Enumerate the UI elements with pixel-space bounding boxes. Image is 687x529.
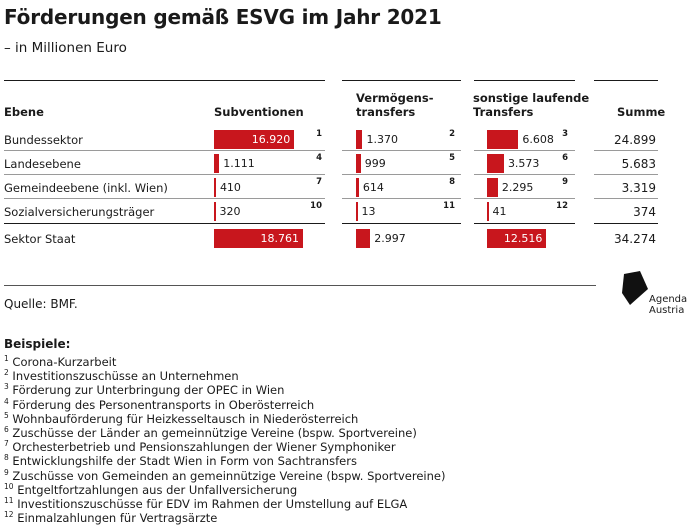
data-label-son: 6.608 (522, 133, 554, 146)
bar-ver (356, 154, 361, 173)
row-sum: 374 (633, 205, 656, 219)
bar-sub (214, 202, 216, 221)
footnote-marker: 7 (316, 177, 322, 187)
footnote-marker: 8 (449, 177, 455, 187)
header-ebene: Ebene (4, 105, 44, 119)
example-text: Entwicklungshilfe der Stadt Wien in Form von Sachtransfers (8, 454, 357, 469)
row-label: Bundessektor (4, 133, 83, 147)
chart-title: Förderungen gemäß ESVG im Jahr 2021 (4, 5, 442, 29)
row-separator (342, 174, 461, 175)
row-separator (594, 223, 658, 224)
row-label: Landesebene (4, 157, 81, 171)
footnote-marker: 2 (449, 129, 455, 139)
header-summe: Summe (617, 105, 666, 119)
header-subventionen: Subventionen (214, 105, 304, 119)
row-sum: 3.319 (621, 181, 656, 195)
row-separator (4, 198, 325, 199)
example-item (4, 398, 314, 412)
row-separator (342, 198, 461, 199)
example-text: Zuschüsse von Gemeinden an gemeinnützige Vereine (bspw. Sportvereine) (8, 468, 446, 483)
example-text: Zuschüsse der Länder an gemeinnützige Vereine (bspw. Sportvereine) (8, 426, 417, 440)
bar-son (487, 130, 518, 149)
data-label-son: 12.516 (503, 232, 543, 245)
bar-ver (356, 229, 370, 248)
example-text: Förderung zur Unterbringung der OPEC in Wien (8, 383, 285, 398)
top-rule-col2 (342, 80, 461, 81)
example-text: Entgeltfortzahlungen aus der Unfallversicherung (13, 482, 298, 497)
data-label-sub: 410 (219, 181, 241, 194)
footnote-marker: 4 (316, 153, 322, 163)
data-label-ver: 2.997 (374, 232, 406, 245)
row-sum: 5.683 (621, 157, 656, 171)
bar-son (487, 154, 504, 173)
bar-sub (214, 154, 219, 173)
bar-son (487, 178, 498, 197)
top-rule-col1 (4, 80, 325, 81)
row-separator (342, 150, 461, 151)
example-text: Förderung des Personentransports in Oberösterreich (8, 397, 315, 412)
row-label: Sozialversicherungsträger (4, 205, 155, 219)
bar-sub (214, 178, 216, 197)
row-sum: 24.899 (614, 133, 656, 147)
data-label-sub: 320 (219, 205, 241, 218)
example-item (4, 355, 116, 369)
header-sonstige-line2: Transfers (473, 105, 534, 119)
example-item (4, 454, 357, 468)
source-note: Quelle: BMF. (4, 297, 78, 311)
footnote-marker: 12 (556, 201, 568, 211)
data-label-ver: 13 (361, 205, 376, 218)
data-label-sub: 1.111 (223, 157, 255, 170)
example-number: 1 (4, 354, 9, 363)
data-label-ver: 1.370 (366, 133, 398, 146)
example-text: Investitionszuschüsse für EDV im Rahmen der Umstellung auf ELGA (13, 497, 408, 511)
bar-son (487, 202, 489, 221)
example-number: 12 (4, 510, 14, 520)
footnote-marker: 1 (316, 129, 322, 139)
example-text: Orchesterbetrieb und Pensionszahlungen der Wiener Symphoniker (8, 440, 396, 455)
examples-title: Beispiele: (4, 337, 71, 351)
logo-line1: Agenda (649, 294, 687, 305)
footnote-marker: 6 (562, 153, 568, 163)
footnote-marker: 9 (562, 177, 568, 187)
example-item (4, 412, 358, 426)
logo-line2: Austria (649, 305, 685, 316)
example-number: 8 (4, 453, 9, 463)
row-sum: 34.274 (614, 232, 656, 246)
data-label-son: 41 (492, 205, 507, 218)
header-sonstige-line1: sonstige laufende (473, 91, 590, 105)
row-separator (474, 198, 575, 199)
example-number: 5 (4, 410, 9, 420)
data-label-sub: 18.761 (260, 232, 299, 245)
example-item (4, 440, 396, 454)
example-number: 9 (4, 467, 9, 477)
bar-ver (356, 130, 362, 149)
example-item (4, 426, 417, 440)
example-text: Wohnbauförderung für Heizkesseltausch in Niederösterreich (8, 411, 359, 426)
example-text: Corona-Kurzarbeit (8, 355, 117, 369)
top-rule-col3 (474, 80, 575, 81)
row-separator (474, 150, 575, 151)
footer-rule (4, 285, 596, 286)
example-item (4, 369, 239, 383)
row-separator (342, 223, 461, 224)
footnote-marker: 5 (449, 153, 455, 163)
row-separator (474, 174, 575, 175)
example-item (4, 497, 407, 511)
footnote-marker: 11 (443, 201, 455, 211)
row-separator (4, 223, 325, 224)
footnote-marker: 10 (310, 201, 322, 211)
bar-ver (356, 202, 358, 221)
logo-shape-icon (620, 271, 650, 305)
example-item (4, 383, 284, 397)
example-number: 11 (4, 496, 14, 505)
agenda-austria-logo (620, 271, 650, 309)
header-vermoegenstransfers (356, 91, 433, 119)
header-vermoegen-line2: transfers (356, 105, 416, 119)
row-separator (474, 223, 575, 224)
row-separator (594, 150, 658, 151)
top-rule-col4 (594, 80, 658, 81)
header-sonstige-transfers (473, 91, 589, 119)
chart-subtitle: – in Millionen Euro (4, 40, 127, 56)
header-vermoegen-line1: Vermögens- (356, 91, 434, 105)
example-number: 6 (4, 425, 9, 434)
example-number: 10 (4, 481, 14, 491)
row-label: Sektor Staat (4, 232, 76, 246)
footnote-marker: 3 (562, 129, 568, 139)
example-number: 4 (4, 396, 9, 406)
example-item (4, 469, 445, 483)
example-number: 3 (4, 382, 9, 392)
data-label-son: 2.295 (501, 181, 534, 194)
row-separator (4, 174, 325, 175)
example-item (4, 483, 297, 497)
bar-ver (356, 178, 359, 197)
example-text: Einmalzahlungen für Vertragsärzte (13, 511, 218, 526)
data-label-ver: 614 (362, 181, 384, 194)
data-label-sub: 16.920 (251, 133, 291, 146)
data-label-son: 3.573 (507, 157, 540, 170)
row-label: Gemeindeebene (inkl. Wien) (4, 181, 168, 195)
example-number: 2 (4, 368, 9, 378)
example-text: Investitionszuschüsse an Unternehmen (8, 369, 239, 384)
logo-text (649, 294, 687, 316)
row-separator (4, 150, 325, 151)
data-label-ver: 999 (364, 157, 386, 170)
row-separator (594, 198, 658, 199)
row-separator (594, 174, 658, 175)
example-item (4, 511, 217, 525)
example-number: 7 (4, 439, 9, 449)
